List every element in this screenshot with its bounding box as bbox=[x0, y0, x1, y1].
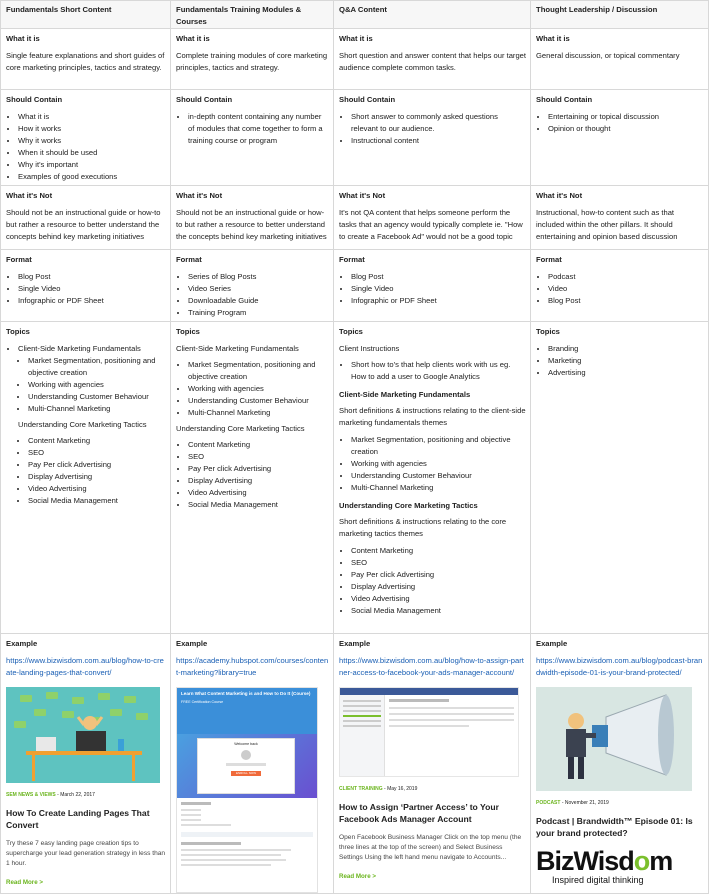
cell-text: Short question and answer content that helps our target audience complete common tasks. bbox=[339, 51, 527, 72]
format-cell bbox=[531, 250, 709, 322]
post-category: SEM NEWS & VIEWS bbox=[6, 792, 56, 798]
logo-o: o bbox=[633, 846, 650, 876]
list-item: • Pay Per click Advertising bbox=[188, 463, 329, 475]
format-cell bbox=[1, 250, 171, 322]
list-item: • Training Program bbox=[188, 307, 329, 319]
what-its-not-cell bbox=[334, 186, 531, 250]
logo-text: BizWisd bbox=[536, 846, 634, 876]
topic-group-title: Understanding Core Marketing Tactics bbox=[176, 424, 305, 433]
post-meta: CLIENT TRAINING - May 16, 2019 bbox=[339, 786, 418, 792]
topics-cell bbox=[334, 322, 531, 634]
col-header-training-modules: Fundamentals Training Modules & Courses bbox=[171, 1, 334, 29]
read-more-link[interactable]: Read More > bbox=[339, 873, 376, 880]
list-item: • Working with agencies bbox=[28, 379, 166, 391]
what-its-not-cell bbox=[531, 186, 709, 250]
row-label: Should Contain bbox=[6, 95, 63, 104]
should-contain-cell bbox=[1, 90, 171, 186]
list-item: • Content Marketing bbox=[28, 435, 166, 447]
list-item: • Single Video bbox=[18, 283, 166, 295]
cell-text: Should not be an instructional guide or how-to but rather a resource to better understand the concepts behind key marketing initiatives bbox=[176, 208, 327, 241]
topic-group-title: Client-Side Marketing Fundamentals bbox=[339, 390, 471, 399]
what-it-is-cell bbox=[1, 29, 171, 90]
topic-group-title: Client Instructions bbox=[339, 344, 400, 353]
post-meta: SEM NEWS & VIEWS - March 22, 2017 bbox=[6, 792, 95, 798]
what-it-is-cell bbox=[171, 29, 334, 90]
format-row bbox=[1, 250, 709, 322]
example-cell bbox=[334, 634, 531, 894]
list-item: • What it is bbox=[18, 111, 166, 123]
read-more-link[interactable]: Read More > bbox=[6, 879, 43, 886]
row-label: What it's Not bbox=[536, 191, 583, 200]
topic-description: Short definitions & instructions relating to the client-side marketing fundamentals themes bbox=[339, 406, 526, 427]
list-item: • Short how to's that help clients work with us eg. How to add a user to Google Analytics bbox=[351, 359, 526, 383]
row-label: Example bbox=[176, 639, 208, 648]
topics-list bbox=[536, 343, 704, 379]
example-link[interactable]: https://academy.hubspot.com/courses/content-marketing?library=true bbox=[176, 656, 329, 677]
list-item: • Display Advertising bbox=[351, 581, 526, 593]
list-item: • Working with agencies bbox=[188, 383, 329, 395]
should-contain-cell bbox=[334, 90, 531, 186]
row-label: Should Contain bbox=[176, 95, 233, 104]
list-item: • Content Marketing bbox=[351, 545, 526, 557]
example-cell bbox=[1, 634, 171, 894]
topics-list bbox=[6, 343, 166, 415]
list-item: • Podcast bbox=[548, 271, 704, 283]
post-excerpt: Try these 7 easy landing page creation tips to supercharge your lead generation strategy in less than 1 hour. bbox=[6, 840, 166, 867]
example-cell bbox=[171, 634, 334, 894]
list-item: • Advertising bbox=[548, 367, 704, 379]
format-list bbox=[176, 271, 329, 319]
example-link[interactable]: https://www.bizwisdom.com.au/blog/podcast-brandwidth-episode-01-is-your-brand-protected/ bbox=[536, 656, 703, 677]
cell-text: Single feature explanations and short guides of core marketing principles, tactics and strategy. bbox=[6, 51, 165, 72]
list-item: • How it works bbox=[18, 123, 166, 135]
row-label: Should Contain bbox=[339, 95, 396, 104]
format-list bbox=[536, 271, 704, 307]
row-label: Example bbox=[6, 639, 38, 648]
post-title[interactable]: Podcast | Brandwidth™ Episode 01: Is your brand protected? bbox=[536, 816, 693, 838]
list-item: • Social Media Management bbox=[188, 499, 329, 511]
example-cell bbox=[531, 634, 709, 894]
what-it-is-cell bbox=[531, 29, 709, 90]
topics-sublist bbox=[18, 355, 166, 415]
post-date: May 16, 2019 bbox=[387, 786, 418, 792]
post-meta: PODCAST - November 21, 2019 bbox=[536, 800, 609, 806]
what-its-not-row bbox=[1, 186, 709, 250]
list-item: • Why it works bbox=[18, 135, 166, 147]
post-category: PODCAST bbox=[536, 800, 561, 806]
should-contain-cell bbox=[171, 90, 334, 186]
list-item: • Blog Post bbox=[548, 295, 704, 307]
list-item: • Market Segmentation, positioning and objective creation bbox=[351, 434, 526, 458]
list-item: • SEO bbox=[188, 451, 329, 463]
format-list bbox=[339, 271, 526, 307]
list-item: • Infographic or PDF Sheet bbox=[18, 295, 166, 307]
list-item: • Branding bbox=[548, 343, 704, 355]
landing-page-hero-image[interactable] bbox=[6, 687, 160, 783]
should-contain-list bbox=[536, 111, 704, 135]
enroll-button[interactable]: ENROLL NOW bbox=[231, 771, 261, 776]
cell-text: General discussion, or topical commentary bbox=[536, 51, 680, 60]
should-contain-list bbox=[6, 111, 166, 183]
list-item: • Market Segmentation, positioning and objective creation bbox=[188, 359, 329, 383]
course-badge: FREE Certification Course bbox=[181, 700, 224, 704]
topic-description: Short definitions & instructions relating to the core marketing tactics themes bbox=[339, 517, 507, 538]
list-item: • Multi-Channel Marketing bbox=[351, 482, 526, 494]
list-item: • Working with agencies bbox=[351, 458, 526, 470]
topics-row bbox=[1, 322, 709, 634]
list-item: • Opinion or thought bbox=[548, 123, 704, 135]
row-label: What it's Not bbox=[176, 191, 223, 200]
list-item: • Blog Post bbox=[351, 271, 526, 283]
list-item: • Short answer to commonly asked questions relevant to our audience. bbox=[351, 111, 526, 135]
col-header-fundamentals-short: Fundamentals Short Content bbox=[1, 1, 171, 29]
list-item: • Instructional content bbox=[351, 135, 526, 147]
illustration-icon bbox=[6, 687, 160, 783]
list-item: • Infographic or PDF Sheet bbox=[351, 295, 526, 307]
list-item: • Understanding Customer Behaviour bbox=[351, 470, 526, 482]
row-label: Format bbox=[176, 255, 202, 264]
list-item: • Series of Blog Posts bbox=[188, 271, 329, 283]
list-item: • Multi-Channel Marketing bbox=[188, 407, 329, 419]
row-label: Should Contain bbox=[536, 95, 593, 104]
megaphone-icon bbox=[536, 687, 692, 791]
post-date: March 22, 2017 bbox=[60, 792, 95, 798]
bizwisdom-logo bbox=[536, 847, 704, 875]
list-item: • Blog Post bbox=[18, 271, 166, 283]
logo-text-end: m bbox=[649, 846, 673, 876]
list-item: • Social Media Management bbox=[351, 605, 526, 617]
topic-group-title: Understanding Core Marketing Tactics bbox=[18, 420, 147, 429]
list-item: • Marketing bbox=[548, 355, 704, 367]
row-label: What it's Not bbox=[6, 191, 53, 200]
list-item: • Display Advertising bbox=[28, 471, 166, 483]
row-label: Example bbox=[339, 639, 371, 648]
example-link[interactable]: https://www.bizwisdom.com.au/blog/how-to-create-landing-pages-that-convert/ bbox=[6, 656, 164, 677]
topics-sublist bbox=[339, 359, 526, 383]
row-label: What it's Not bbox=[339, 191, 386, 200]
should-contain-list bbox=[339, 111, 526, 147]
list-item: • Content Marketing bbox=[188, 439, 329, 451]
list-item: • Understanding Customer Behaviour bbox=[188, 395, 329, 407]
list-item bbox=[18, 343, 166, 415]
should-contain-list bbox=[176, 111, 329, 147]
topics-sublist bbox=[176, 439, 329, 511]
what-it-is-cell bbox=[334, 29, 531, 90]
podcast-hero-image[interactable] bbox=[536, 687, 692, 791]
row-label: Topics bbox=[6, 327, 30, 336]
facebook-business-screenshot[interactable] bbox=[339, 687, 519, 777]
post-date: November 21, 2019 bbox=[564, 800, 609, 806]
list-item: • SEO bbox=[28, 447, 166, 459]
logo-tagline: Inspired digital thinking bbox=[552, 875, 644, 885]
col-header-qa-content: Q&A Content bbox=[334, 1, 531, 29]
topics-sublist bbox=[339, 545, 526, 617]
welcome-text: Welcome back bbox=[234, 742, 258, 746]
list-item: • Single Video bbox=[351, 283, 526, 295]
list-item: • Downloadable Guide bbox=[188, 295, 329, 307]
list-item: • Display Advertising bbox=[188, 475, 329, 487]
format-cell bbox=[334, 250, 531, 322]
post-category: CLIENT TRAINING bbox=[339, 786, 383, 792]
topic-group-title: Client-Side Marketing Fundamentals bbox=[176, 344, 299, 353]
list-item: • Entertaining or topical discussion bbox=[548, 111, 704, 123]
list-item: • Multi-Channel Marketing bbox=[28, 403, 166, 415]
list-item: • Video Advertising bbox=[28, 483, 166, 495]
list-item: • Video bbox=[548, 283, 704, 295]
list-item: • Market Segmentation, positioning and objective creation bbox=[28, 355, 166, 379]
row-label: Format bbox=[536, 255, 562, 264]
list-item: • Understanding Customer Behaviour bbox=[28, 391, 166, 403]
format-list bbox=[6, 271, 166, 307]
topics-cell bbox=[1, 322, 171, 634]
list-item: • Video Series bbox=[188, 283, 329, 295]
what-it-is-row bbox=[1, 29, 709, 90]
list-item: • Examples of good executions bbox=[18, 171, 166, 183]
example-link[interactable]: https://www.bizwisdom.com.au/blog/how-to-assign-partner-access-to-facebook-your-ads-manager-account/ bbox=[339, 656, 524, 677]
cell-text: Complete training modules of core marketing principles, tactics and strategy. bbox=[176, 51, 328, 72]
list-item: • Social Media Management bbox=[28, 495, 166, 507]
row-label: What it is bbox=[339, 34, 373, 43]
topic-group-title: Client-Side Marketing Fundamentals bbox=[18, 344, 141, 353]
should-contain-row bbox=[1, 90, 709, 186]
list-item: • in-depth content containing any number of modules that come together to form a training course or program bbox=[188, 111, 329, 147]
list-item: • Why it's important bbox=[18, 159, 166, 171]
list-item: • Video Advertising bbox=[351, 593, 526, 605]
header-row bbox=[1, 1, 709, 29]
cell-text: Should not be an instructional guide or how-to but rather a resource to better understand the concepts behind key marketing initiatives bbox=[6, 208, 161, 241]
row-label: What it is bbox=[176, 34, 210, 43]
row-label: Topics bbox=[176, 327, 200, 336]
format-cell bbox=[171, 250, 334, 322]
list-item: • Video Advertising bbox=[188, 487, 329, 499]
topics-sublist bbox=[339, 434, 526, 494]
topic-group-title: Understanding Core Marketing Tactics bbox=[339, 501, 478, 510]
list-item: • SEO bbox=[351, 557, 526, 569]
topics-sublist bbox=[6, 435, 166, 507]
cell-text: It's not QA content that helps someone perform the tasks that an agency would typically complete ie. "How to create a Facebook Ad" would not be a good topic bbox=[339, 208, 523, 241]
row-label: What it is bbox=[536, 34, 570, 43]
row-label: Topics bbox=[339, 327, 363, 336]
topics-cell bbox=[531, 322, 709, 634]
what-its-not-cell bbox=[1, 186, 171, 250]
row-label: Topics bbox=[536, 327, 560, 336]
row-label: What it is bbox=[6, 34, 40, 43]
post-title[interactable]: How To Create Landing Pages That Convert bbox=[6, 808, 150, 830]
example-row bbox=[1, 634, 709, 894]
topics-sublist bbox=[176, 359, 329, 419]
list-item: • Pay Per click Advertising bbox=[28, 459, 166, 471]
row-label: Format bbox=[6, 255, 32, 264]
hubspot-course-screenshot[interactable] bbox=[176, 687, 318, 893]
col-header-thought-leadership: Thought Leadership / Discussion bbox=[531, 1, 709, 29]
row-label: Example bbox=[536, 639, 568, 648]
post-excerpt: Open Facebook Business Manager Click on the top menu (the three lines at the top of the screen) and Select Business Settings Using the left hand menu navigate to Accounts... bbox=[339, 834, 522, 861]
post-title[interactable]: How to Assign ‘Partner Access’ to Your Facebook Ads Manager Account bbox=[339, 802, 499, 824]
list-item: • Pay Per click Advertising bbox=[351, 569, 526, 581]
topics-cell bbox=[171, 322, 334, 634]
should-contain-cell bbox=[531, 90, 709, 186]
what-its-not-cell bbox=[171, 186, 334, 250]
list-item: • When it should be used bbox=[18, 147, 166, 159]
course-title: Learn What Content Marketing is and How to Do It (Course) bbox=[181, 691, 311, 696]
row-label: Format bbox=[339, 255, 365, 264]
cell-text: Instructional, how-to content such as that included within the other pillars. It should entertaining and opinion based discussion bbox=[536, 208, 678, 241]
